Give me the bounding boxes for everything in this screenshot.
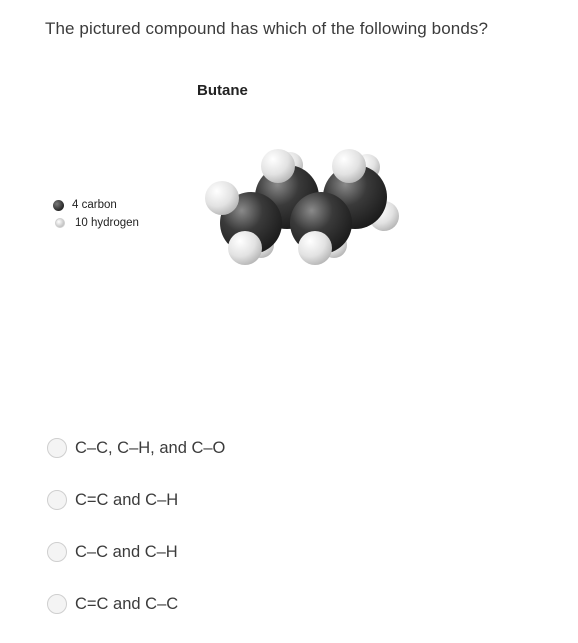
answer-option-label[interactable]: C–C, C–H, and C–O (75, 438, 226, 457)
hydrogen-atom (228, 231, 262, 265)
hydrogen-atom (298, 231, 332, 265)
legend-label-carbon: 4 carbon (72, 199, 117, 211)
carbon-atom-icon (53, 200, 64, 211)
question-text: The pictured compound has which of the following bonds? (45, 19, 489, 38)
radio-button-3[interactable] (47, 542, 67, 562)
radio-button-4[interactable] (47, 594, 67, 614)
legend-label-hydrogen: 10 hydrogen (75, 217, 139, 229)
hydrogen-atom (261, 149, 295, 183)
hydrogen-atom (205, 181, 239, 215)
answer-option-label[interactable]: C–C and C–H (75, 542, 178, 561)
answer-option-label[interactable]: C=C and C–H (75, 490, 179, 509)
answer-option-2[interactable] (47, 487, 225, 513)
hydrogen-atom-icon (55, 218, 65, 228)
legend (53, 196, 139, 232)
answer-option-1[interactable] (47, 435, 225, 461)
answer-option-3[interactable] (47, 539, 225, 565)
legend-item-hydrogen (53, 214, 139, 232)
figure-title: Butane (197, 82, 248, 99)
answer-options (47, 435, 225, 643)
legend-item-carbon (53, 196, 139, 214)
radio-button-1[interactable] (47, 438, 67, 458)
radio-button-2[interactable] (47, 490, 67, 510)
answer-option-label[interactable]: C=C and C–C (75, 594, 179, 613)
hydrogen-atom (332, 149, 366, 183)
answer-option-4[interactable] (47, 591, 225, 617)
butane-molecule-image (200, 145, 405, 270)
